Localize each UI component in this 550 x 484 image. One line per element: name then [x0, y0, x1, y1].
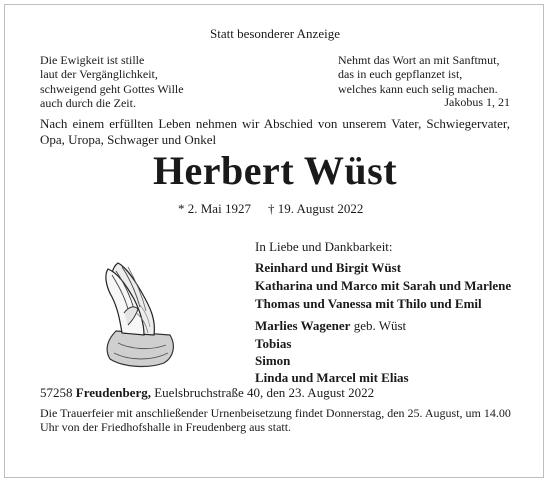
mourner-entry — [255, 370, 409, 386]
poem-right-line: das in euch gepflanzet ist, — [338, 67, 463, 82]
notice-header: Statt besonderer Anzeige — [210, 26, 340, 41]
mourners-intro: In Liebe und Dankbarkeit: — [255, 239, 393, 254]
poem-left-line: Die Ewigkeit ist stille — [40, 53, 145, 67]
mourner-entry — [255, 353, 290, 369]
intro-text — [40, 116, 510, 148]
poem-reference: Jakobus 1, 21 — [444, 95, 510, 109]
poem-right-line: Nehmt das Wort an mit Sanftmut, — [338, 53, 500, 67]
zip-code: 57258 — [40, 385, 73, 400]
mourner-name: Thomas und Vanessa mit Thilo und Emil — [255, 296, 482, 311]
mourner-entry — [255, 278, 511, 294]
place-date-line — [40, 385, 374, 401]
mourner-name: Simon — [255, 353, 291, 368]
mourner-name: Marlies Wagener — [255, 318, 351, 333]
mourner-entry — [255, 260, 401, 276]
poem-left — [40, 53, 184, 111]
service-information: Die Trauerfeier mit anschließender Urnenbeisetzung findet Donnerstag, den 25. August, um 14.00 Uhr von der Friedhofshalle in Freudenberg aus statt. — [40, 406, 511, 434]
deceased-name: Herbert Wüst — [152, 148, 398, 193]
address-date: Euelsbruchstraße 40, den 23. August 2022 — [154, 385, 375, 400]
mourner-entry — [255, 336, 291, 352]
mourner-name: Linda und Marcel mit Elias — [255, 370, 409, 385]
intro-line: Nach einem erfüllten Leben nehmen wir Abschied von unserem Vater, Schwiegervater, — [40, 116, 510, 131]
poem-left-line: laut der Vergänglichkeit, — [40, 67, 158, 82]
mourner-name: Reinhard und Birgit Wüst — [255, 260, 402, 275]
praying-hands-icon — [78, 253, 198, 376]
poem-left-line: auch durch die Zeit. — [40, 96, 136, 111]
mourner-suffix: geb. Wüst — [350, 318, 407, 333]
poem-right-line: welches kann euch selig machen. — [338, 81, 498, 96]
mourner-entry — [255, 318, 406, 334]
city: Freudenberg, — [75, 385, 151, 400]
intro-line: Opa, Uropa, Schwager und Onkel — [40, 132, 217, 147]
poem-left-line: schweigend geht Gottes Wille — [40, 81, 184, 96]
mourner-entry — [255, 296, 482, 312]
birth-date: * 2. Mai 1927 — [178, 201, 251, 216]
mourner-name: Katharina und Marco mit Sarah und Marlene — [255, 278, 512, 293]
death-date: † 19. August 2022 — [268, 201, 364, 216]
poem-right — [338, 53, 499, 96]
mourner-name: Tobias — [255, 336, 292, 351]
